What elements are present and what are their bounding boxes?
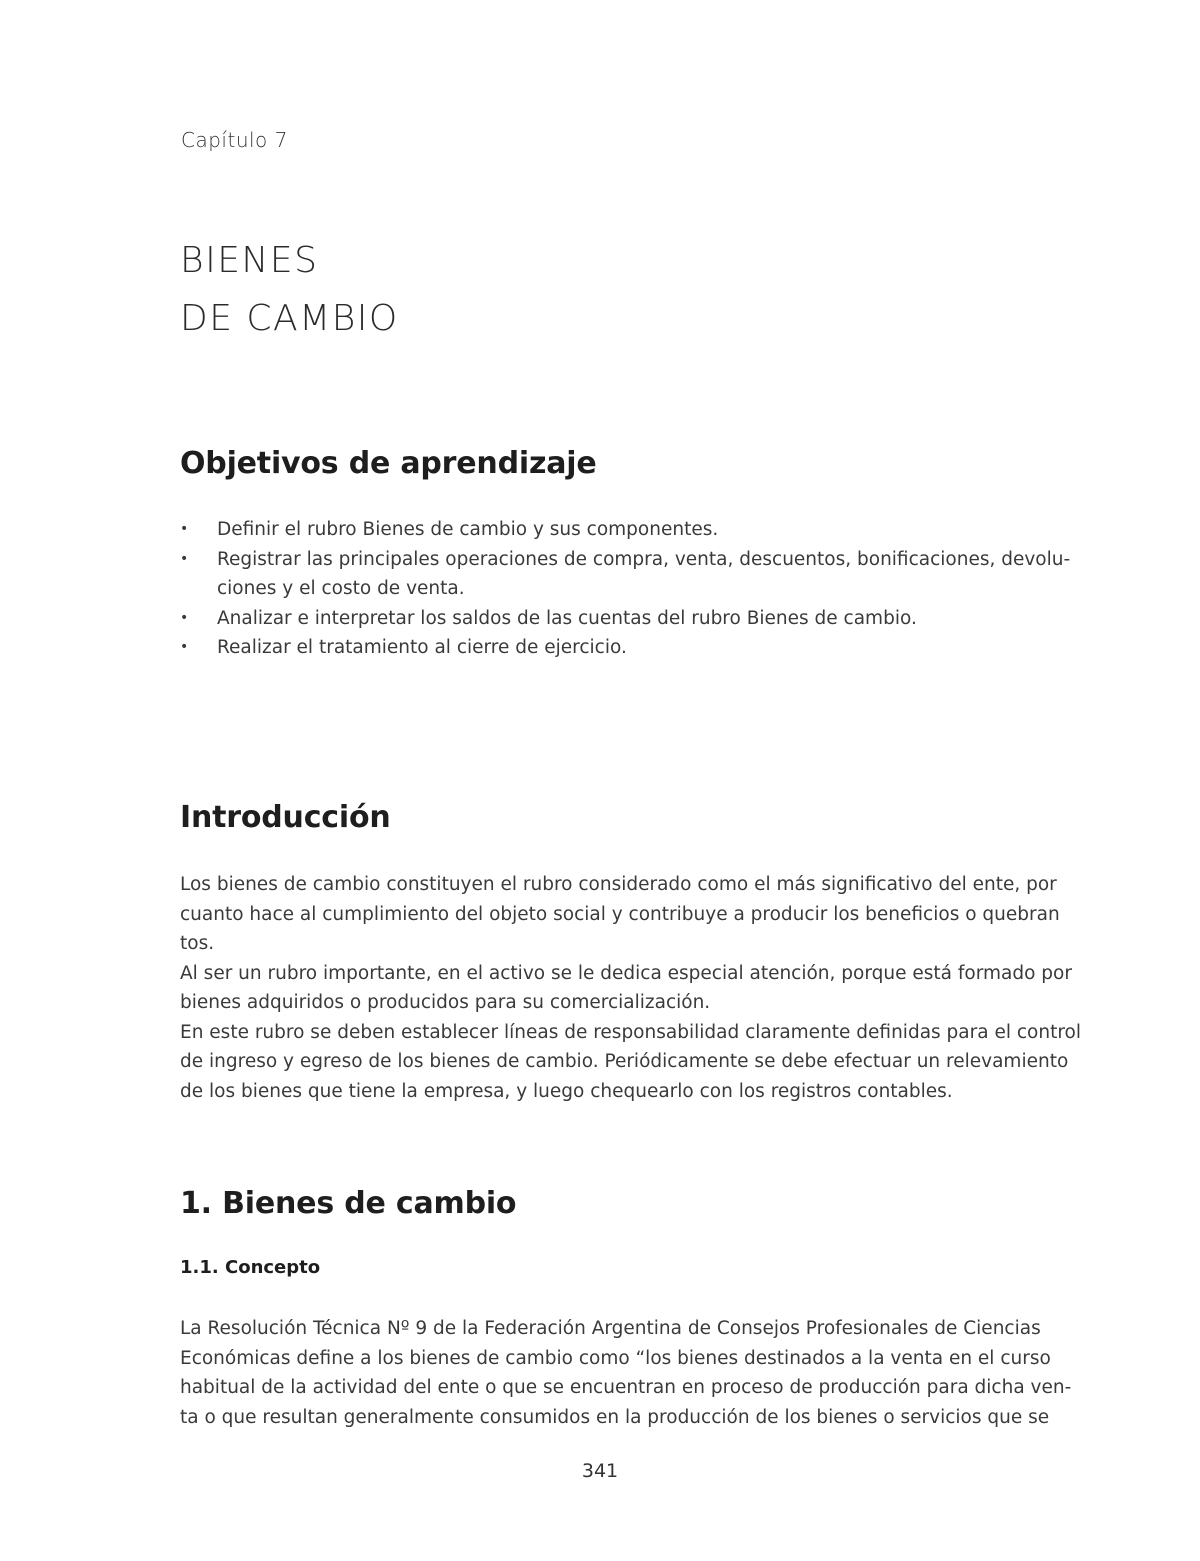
objectives-list: [180, 515, 1080, 663]
objectives-heading: Objetivos de aprendizaje: [180, 446, 597, 481]
paragraph-line: cuanto hace al cumplimiento del objeto social y contribuye a producir los beneficios o quebran: [180, 903, 1060, 925]
paragraph-line: habitual de la actividad del ente o que se encuentran en proceso de producción para dicha ven-: [180, 1377, 1072, 1398]
paragraph-line: Los bienes de cambio constituyen el rubro considerado como el más significativo del ente, por: [180, 874, 1057, 895]
introduction-heading: Introducción: [180, 800, 391, 835]
introduction-paragraph: [180, 870, 1080, 1106]
list-item-text: Analizar e interpretar los saldos de las cuentas del rubro Bienes de cambio.: [217, 607, 917, 629]
chapter-title-line-2: DE CAMBIO: [180, 298, 399, 339]
paragraph-line: Al ser un rubro importante, en el activo se le dedica especial atención, porque está formado por: [180, 962, 1072, 984]
list-item-text: Definir el rubro Bienes de cambio y sus componentes.: [217, 519, 719, 540]
list-item-text: Realizar el tratamiento al cierre de ejercicio.: [217, 637, 627, 658]
list-item: [180, 515, 1080, 545]
list-item-text-continued: ciones y el costo de venta.: [217, 578, 465, 599]
paragraph-line: La Resolución Técnica Nº 9 de la Federación Argentina de Consejos Profesionales de Ciencias: [180, 1318, 1041, 1339]
list-item-text: Registrar las principales operaciones de compra, venta, descuentos, bonificaciones, devolu-: [217, 548, 1071, 570]
paragraph-line: Económicas define a los bienes de cambio como “los bienes destinados a la venta en el curso: [180, 1347, 1051, 1369]
section-1-heading: 1. Bienes de cambio: [180, 1186, 517, 1221]
list-item: [180, 604, 1080, 634]
chapter-title: [180, 232, 399, 348]
paragraph-line: de ingreso y egreso de los bienes de cambio. Periódicamente se debe efectuar un relevamiento: [180, 1051, 1069, 1072]
concept-paragraph: [180, 1314, 1080, 1432]
paragraph-line: bienes adquiridos o producidos para su comercialización.: [180, 992, 711, 1013]
list-item: [180, 545, 1080, 604]
bullet-icon: •: [180, 550, 189, 567]
paragraph-line: de los bienes que tiene la empresa, y luego chequearlo con los registros contables.: [180, 1080, 953, 1102]
list-item: [180, 633, 1080, 663]
chapter-label: Capítulo 7: [181, 128, 288, 152]
paragraph-line: ta o que resultan generalmente consumidos en la producción de los bienes o servicios que se: [180, 1406, 1050, 1428]
paragraph-line: En este rubro se deben establecer líneas de responsabilidad claramente definidas para el control: [180, 1021, 1081, 1043]
page-number: 341: [581, 1460, 619, 1482]
bullet-icon: •: [180, 639, 189, 655]
bullet-icon: •: [180, 609, 189, 626]
bullet-icon: •: [180, 521, 189, 537]
paragraph-line: tos.: [180, 933, 215, 954]
chapter-title-line-1: BIENES: [180, 240, 319, 281]
section-1-1-subheading: 1.1. Concepto: [180, 1257, 321, 1278]
